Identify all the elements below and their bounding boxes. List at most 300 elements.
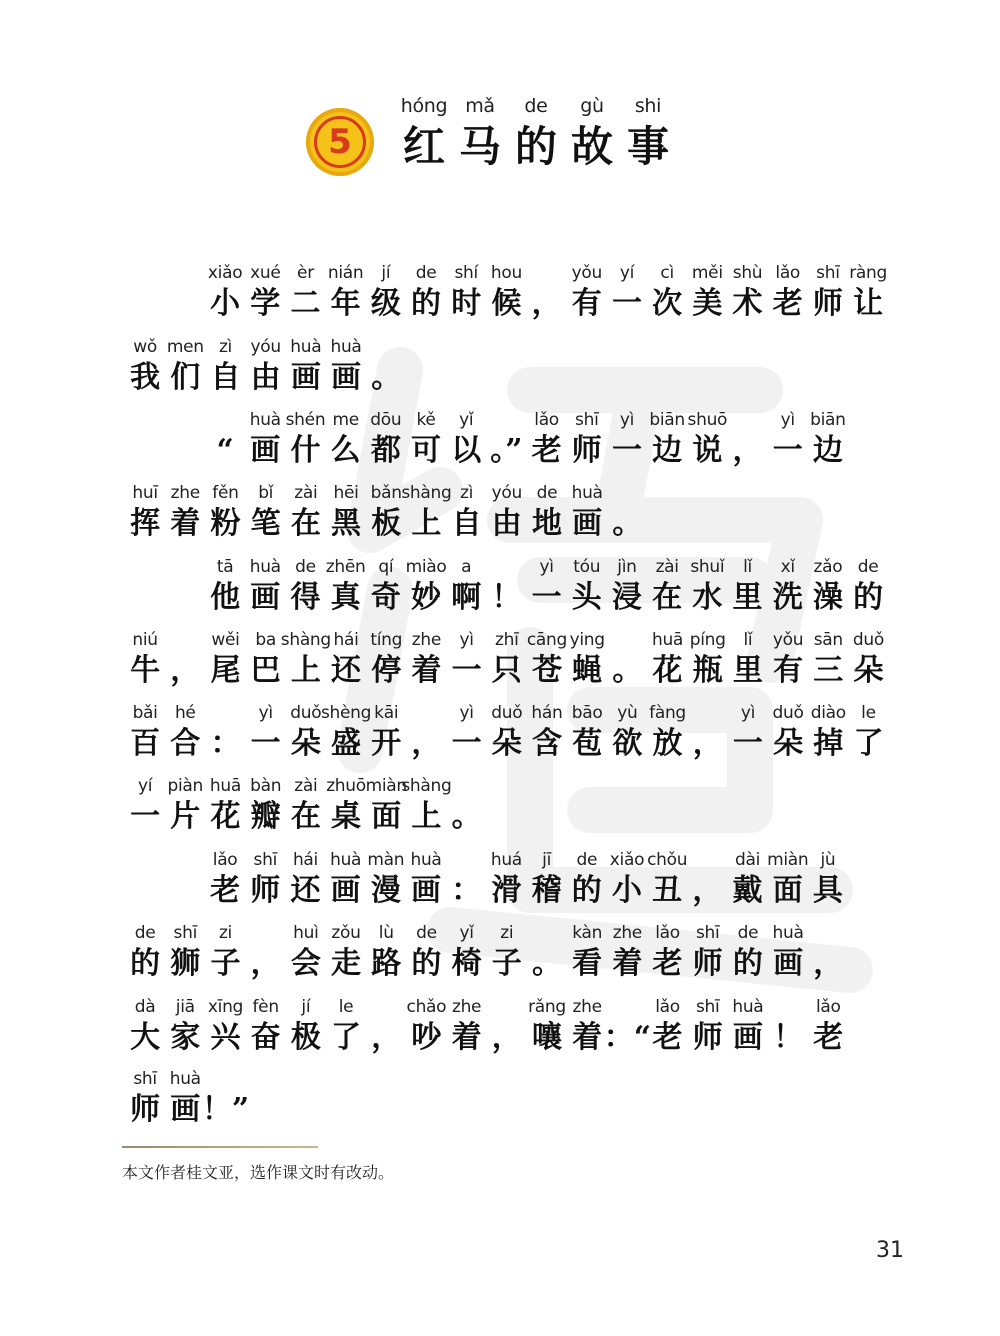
pinyin: xiǎo [609,850,645,870]
pinyin: xué [250,263,281,283]
ruby-char [326,849,366,911]
ruby-char [165,775,205,837]
ruby-char [326,409,366,471]
pinyin: men [166,337,204,357]
hanzi: 嚷 [531,1020,562,1055]
ruby-char [205,556,245,618]
hanzi: 一 [611,433,642,468]
hanzi: 板 [371,506,402,541]
ruby-char [286,996,326,1058]
ruby-char [687,556,727,618]
hanzi: 盛 [331,726,362,761]
hanzi: 画 [572,506,603,541]
ruby-char [848,629,888,691]
pinyin: shàng [280,630,331,650]
ruby-char [406,702,446,764]
ruby-char [447,629,487,691]
hanzi: 狮 [170,946,201,981]
pinyin: shī [253,850,278,870]
hanzi: 一 [451,726,482,761]
pinyin: ba [255,630,276,650]
hanzi: 次 [652,286,683,321]
ruby-char [607,702,647,764]
pinyin: ràng [849,263,887,283]
pinyin: gù [580,95,604,117]
pinyin: shī [695,997,720,1017]
pinyin: sān [813,630,843,650]
pinyin: cì [660,263,674,283]
hanzi: 一 [531,580,562,615]
hanzi: 说 [692,433,723,468]
pinyin: miàn [767,850,809,870]
pinyin: huà [249,410,281,430]
pinyin: jí [381,263,391,283]
pinyin: me [332,410,359,430]
ruby-char [567,996,607,1058]
pinyin: lǎo [655,997,680,1017]
pinyin: huà [330,850,362,870]
pinyin: lǐ [743,557,752,577]
text-line [125,996,848,1058]
ruby-char [487,482,527,544]
pinyin: chǎo [406,997,447,1017]
lesson-number-badge [306,108,374,176]
ruby-char [768,702,808,764]
ruby-char [727,262,767,324]
ruby-char [607,262,647,324]
ruby-char [607,409,647,471]
hanzi: 子 [210,946,241,981]
hanzi: ， [491,1020,522,1055]
pinyin: yǐ [459,923,474,943]
hanzi: 苍 [531,653,562,688]
hanzi: 花 [210,799,241,834]
pinyin: hé [174,703,196,723]
ruby-char [808,556,848,618]
hanzi: 家 [170,1020,201,1055]
pinyin: shèng [320,703,372,723]
pinyin: zhuō [326,776,366,796]
ruby-char [205,482,245,544]
hanzi: 在 [290,506,321,541]
text-line [125,775,487,837]
hanzi: 椅 [451,946,482,981]
text-line [125,922,848,984]
pinyin: tóu [573,557,601,577]
ruby-char [527,262,567,324]
ruby-char [366,482,406,544]
ruby-char [527,996,567,1058]
hanzi: 妙 [411,580,442,615]
ruby-char [527,702,567,764]
hanzi: 还 [331,653,362,688]
ruby-char [768,556,808,618]
ruby-char [808,702,848,764]
hanzi: 笔 [250,506,281,541]
hanzi: 一 [451,653,482,688]
hanzi: 老 [531,433,562,468]
pinyin: huì [293,923,319,943]
hanzi: “ [216,433,234,468]
hanzi: 自 [210,360,241,395]
ruby-char [246,775,286,837]
hanzi: 挥 [130,506,161,541]
ruby-char [728,996,768,1058]
pinyin: bǎn [370,483,402,503]
ruby-char [125,1068,165,1130]
hanzi: 具 [812,873,843,908]
pinyin: yí [138,776,153,796]
ruby-char [567,262,607,324]
ruby-char [607,922,647,984]
hanzi: 有 [571,286,602,321]
ruby-char [406,409,446,471]
hanzi: 漫 [370,873,401,908]
pinyin: shī [695,923,720,943]
hanzi: 朵 [491,726,522,761]
ruby-char [527,482,567,544]
pinyin: zài [655,557,679,577]
text-line [125,336,406,398]
hanzi: 故 [570,122,613,171]
hanzi: 合 [170,726,201,761]
pinyin: shī [816,263,840,283]
ruby-char [286,775,326,837]
hanzi: ： [451,873,482,908]
ruby-char [527,409,567,471]
hanzi: ！” [201,1092,250,1127]
hanzi: 朵 [853,653,884,688]
hanzi: 事 [626,122,669,171]
pinyin: shàng [401,776,452,796]
ruby-char [125,922,165,984]
pinyin: yì [459,630,474,650]
ruby-char [647,702,687,764]
pinyin: jìn [617,557,637,577]
hanzi: 面 [371,799,402,834]
pinyin: zi [218,923,232,943]
pinyin: de [576,850,598,870]
pinyin: shù [732,263,763,283]
hanzi: 有 [773,653,804,688]
ruby-char [326,996,366,1058]
text-line [205,849,848,911]
ruby-char [125,336,165,398]
pinyin: de [857,557,879,577]
ruby-char [326,336,366,398]
pinyin: fèn [252,997,279,1017]
ruby-char [366,702,406,764]
ruby-char [567,409,607,471]
text-line [205,262,888,324]
ruby-char [768,996,808,1058]
hanzi: 小 [210,286,241,321]
hanzi: 二 [290,286,321,321]
hanzi: 可 [411,433,442,468]
hanzi: 么 [330,433,361,468]
hanzi: 候 [491,286,522,321]
pinyin: nián [327,263,364,283]
pinyin: zài [294,483,318,503]
hanzi: 由 [491,506,522,541]
ruby-char [567,556,607,618]
pinyin: mǎ [465,95,495,117]
pinyin: shi [634,95,662,117]
pinyin: hái [292,850,318,870]
hanzi: 稽 [531,873,562,908]
hanzi: 老 [652,946,683,981]
pinyin: yǒu [571,263,602,283]
hanzi: 真 [330,580,361,615]
ruby-char [808,849,848,911]
hanzi: 级 [370,286,401,321]
ruby-char [205,262,245,324]
pinyin: yì [619,410,635,430]
pinyin: huà [330,337,362,357]
ruby-char [245,409,285,471]
hanzi: 师 [692,1020,723,1055]
pinyin: kāi [374,703,399,723]
ruby-char [320,702,372,764]
pinyin: yì [539,557,554,577]
hanzi: 。 [371,360,402,395]
ruby-char [366,629,406,691]
ruby-char [768,262,808,324]
pinyin: huā [651,630,684,650]
ruby-char [486,849,526,911]
ruby-char [620,92,676,174]
ruby-char [280,629,331,691]
ruby-char [406,262,446,324]
hanzi: ， [692,726,723,761]
pinyin: wǒ [133,337,157,357]
hanzi: ， [813,946,844,981]
pinyin: shī [575,410,599,430]
pinyin: shuǐ [690,557,725,577]
ruby-char [527,556,567,618]
ruby-char [768,629,808,691]
pinyin: huà [410,850,442,870]
pinyin: shuō [687,410,728,430]
pinyin: miào [405,557,447,577]
hanzi: 百 [130,726,161,761]
hanzi: 马 [458,122,501,171]
pinyin: huà [169,1069,201,1089]
pinyin: de [416,923,437,943]
hanzi: 瓣 [250,799,281,834]
hanzi: 老 [652,1020,683,1055]
hanzi: 的 [732,946,763,981]
ruby-char [647,996,687,1058]
ruby-char [486,556,526,618]
text-line [125,482,647,544]
ruby-char [326,922,366,984]
hanzi: 的 [130,946,161,981]
pinyin: lǎo [534,410,559,430]
pinyin: hēi [333,483,359,503]
ruby-char [205,849,245,911]
hanzi: 着 [411,653,442,688]
hanzi: 都 [370,433,401,468]
pinyin: shí [454,263,478,283]
ruby-char [286,482,326,544]
hanzi: 画 [170,1092,201,1127]
hanzi: 一 [772,433,803,468]
pinyin: jī [542,850,552,870]
ruby-char [486,409,526,471]
ruby-char [848,556,888,618]
pinyin: zhe [572,997,602,1017]
hanzi: 年 [330,286,361,321]
pinyin: yì [780,410,795,430]
hanzi: 苞 [572,726,603,761]
ruby-char [446,556,486,618]
ruby-char [366,849,406,911]
ruby-char [647,922,687,984]
ruby-char [205,409,245,471]
pinyin: zhēn [325,557,366,577]
pinyin: zi [500,923,514,943]
ruby-char [607,482,647,544]
ruby-char [326,556,366,618]
ruby-char [125,482,165,544]
pinyin: bàn [250,776,282,796]
ruby-char [165,1068,205,1130]
ruby-char [688,996,728,1058]
pinyin: tíng [370,630,403,650]
pinyin: jiā [175,997,195,1017]
pinyin: dōu [370,410,402,430]
ruby-char [406,556,446,618]
pinyin: bāo [571,703,603,723]
hanzi: 上 [290,653,321,688]
pinyin: le [861,703,876,723]
hanzi: 的 [571,873,602,908]
pinyin: zhī [495,630,519,650]
ruby-char [246,922,286,984]
ruby-char [326,482,366,544]
pinyin: yì [740,703,755,723]
hanzi: 老 [210,873,241,908]
ruby-char [205,775,245,837]
ruby-char [647,849,687,911]
hanzi: 红 [402,122,445,171]
hanzi: 什 [290,433,321,468]
pinyin: biān [810,410,846,430]
hanzi: 里 [732,580,763,615]
hanzi: 。” [490,433,523,468]
hanzi: 师 [130,1092,161,1127]
pinyin: zì [460,483,474,503]
hanzi: 浸 [611,580,642,615]
pinyin: xǐ [780,557,795,577]
hanzi: 啊 [451,580,482,615]
hanzi: 尾 [210,653,241,688]
pinyin: de [524,95,548,117]
pinyin: de [295,557,316,577]
hanzi: 上 [411,506,442,541]
ruby-char [366,556,406,618]
hanzi: 。 [612,506,643,541]
footnote-divider [122,1146,318,1148]
ruby-char [527,922,567,984]
ruby-char [447,482,487,544]
pinyin: ying [569,630,605,650]
hanzi: 巴 [250,653,281,688]
hanzi: 面 [772,873,803,908]
hanzi: 得 [290,580,321,615]
hanzi: 的 [411,286,442,321]
ruby-char [607,629,647,691]
ruby-char [567,922,607,984]
ruby-char [527,849,567,911]
hanzi: 着 [572,1020,603,1055]
ruby-char [607,556,647,618]
hanzi: 洗 [772,580,803,615]
pinyin: biān [649,410,685,430]
hanzi: 画 [732,1020,763,1055]
hanzi: 术 [732,286,763,321]
hanzi: 画 [250,580,281,615]
hanzi: 欲 [612,726,643,761]
ruby-char [728,629,768,691]
ruby-char [285,262,325,324]
pinyin: diào [810,703,846,723]
pinyin: yǒu [772,630,804,650]
ruby-char [165,702,205,764]
hanzi: 了 [331,1020,362,1055]
ruby-char [245,556,285,618]
ruby-char [567,482,607,544]
hanzi: 师 [812,286,843,321]
pinyin: huà [249,557,281,577]
hanzi: 一 [611,286,642,321]
hanzi: ： [210,726,241,761]
ruby-char [486,262,526,324]
hanzi: 一 [130,799,161,834]
ruby-char [487,702,527,764]
pinyin: hóng [400,95,448,117]
ruby-char [727,409,767,471]
ruby-char [285,849,325,911]
pinyin: měi [691,263,723,283]
hanzi: 师 [571,433,602,468]
ruby-char [205,996,245,1058]
hanzi: 极 [290,1020,321,1055]
hanzi: 边 [652,433,683,468]
hanzi: 掉 [813,726,844,761]
hanzi: 朵 [773,726,804,761]
pinyin: dà [134,997,156,1017]
ruby-char [165,996,205,1058]
pinyin: niú [132,630,158,650]
ruby-char [165,336,205,398]
hanzi: ， [531,286,562,321]
ruby-char [326,629,366,691]
hanzi: 他 [210,580,241,615]
pinyin: huà [571,483,603,503]
ruby-char [447,702,487,764]
ruby-char [687,262,727,324]
pinyin: huá [490,850,522,870]
ruby-char [567,702,607,764]
hanzi: 。 [531,946,562,981]
ruby-char [688,702,728,764]
ruby-char [245,849,285,911]
hanzi: 画 [773,946,804,981]
pinyin: rǎng [528,997,566,1017]
ruby-char [125,702,165,764]
